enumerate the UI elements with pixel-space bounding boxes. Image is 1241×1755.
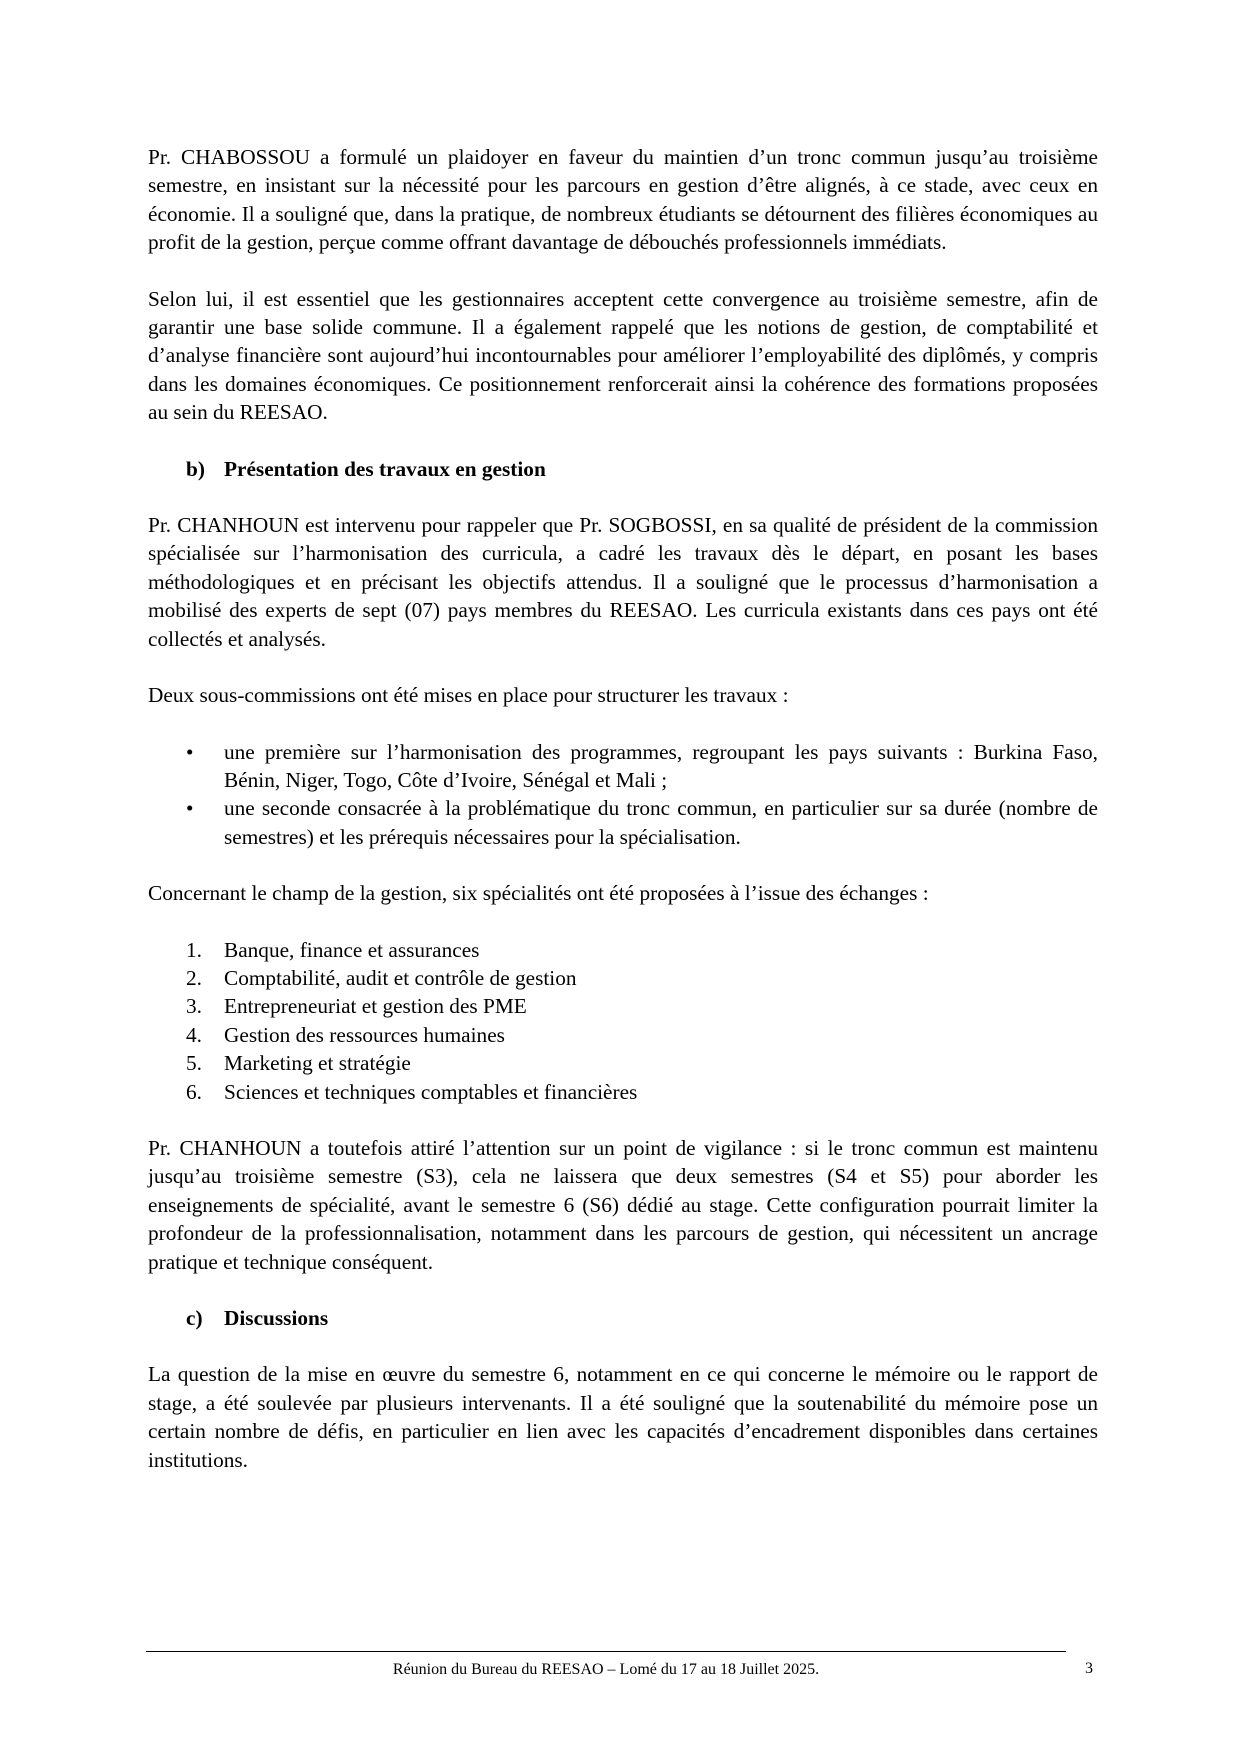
list-item-number: 5. xyxy=(186,1051,202,1076)
sous-commissions-list xyxy=(148,738,1098,852)
document-page xyxy=(148,143,1098,1502)
footer-text: Réunion du Bureau du REESAO – Lomé du 17 au 18 Juillet 2025. xyxy=(392,1661,820,1678)
list-item-text: Marketing et stratégie xyxy=(224,1051,411,1076)
list-item-number: 6. xyxy=(186,1079,202,1104)
paragraph-chabossou-plaidoyer: Pr. CHABOSSOU a formulé un plaidoyer en faveur du maintien d’un tronc commun jusqu’au troisième semestre, en insistant sur la nécessité pour les parcours en gestion d’être alignés, à ce stade, avec ceux en économie. Il a souligné que, dans la pratique, de nombreux étudiants se détournent des filières économiques au profit de la gestion, perçue comme offrant davantage de débouchés professionnels immédiats. xyxy=(148,145,1098,255)
list-item-text: Entrepreneuriat et gestion des PME xyxy=(224,994,527,1019)
bullet-icon: • xyxy=(186,739,194,764)
paragraph-champ-gestion: Concernant le champ de la gestion, six spécialités ont été proposées à l’issue des échanges : xyxy=(148,881,929,906)
footer-divider xyxy=(146,1651,1066,1652)
list-item-text: une seconde consacrée à la problématique du tronc commun, en particulier sur sa durée (nombre de semestres) et les prérequis nécessaires pour la spécialisation. xyxy=(224,796,1098,849)
list-item xyxy=(148,1078,1098,1106)
list-item-text: Comptabilité, audit et contrôle de gestion xyxy=(224,965,577,990)
list-item xyxy=(148,936,1098,964)
list-item-number: 1. xyxy=(186,937,202,962)
paragraph-sous-commissions: Deux sous-commissions ont été mises en place pour structurer les travaux : xyxy=(148,683,789,708)
list-item-number: 3. xyxy=(186,994,202,1019)
section-title-b: Présentation des travaux en gestion xyxy=(224,456,546,481)
bullet-icon: • xyxy=(186,796,194,821)
list-item xyxy=(148,964,1098,992)
specialites-list xyxy=(148,936,1098,1106)
section-letter-c: c) xyxy=(186,1306,203,1330)
list-item-number: 4. xyxy=(186,1022,202,1047)
list-item-text: une première sur l’harmonisation des programmes, regroupant les pays suivants : Burkina Faso, Bénin, Niger, Togo, Côte d’Ivoire, Sénégal et Mali ; xyxy=(224,739,1098,792)
paragraph-selon-lui: Selon lui, il est essentiel que les gestionnaires acceptent cette convergence au troisième semestre, afin de garantir une base solide commune. Il a également rappelé que les notions de gestion, de comptabilité et d’analyse financière sont aujourd’hui incontournables pour améliorer l’employabilité des diplômés, y compris dans les domaines économiques. Ce positionnement renforcerait ainsi la cohérence des formations proposées au sein du REESAO. xyxy=(148,286,1098,425)
list-item xyxy=(148,992,1098,1020)
paragraph-chanhoun-intervention: Pr. CHANHOUN est intervenu pour rappeler que Pr. SOGBOSSI, en sa qualité de président de la commission spécialisée sur l’harmonisation des curricula, a cadré les travaux dès le départ, en posant les bases méthodologiques et en précisant les objectifs attendus. Il a souligné que le processus d’harmonisation a mobilisé des experts de sept (07) pays membres du REESAO. Les curricula existants dans ces pays ont été collectés et analysés. xyxy=(148,513,1098,651)
paragraph-semestre-6: La question de la mise en œuvre du semestre 6, notamment en ce qui concerne le mémoire ou le rapport de stage, a été soulevée par plusieurs intervenants. Il a été souligné que la soutenabilité du mémoire pose un certain nombre de défis, en particulier en lien avec les capacités d’encadrement disponibles dans certaines institutions. xyxy=(148,1362,1098,1472)
section-letter-b: b) xyxy=(186,456,205,481)
list-item-text: Gestion des ressources humaines xyxy=(224,1022,505,1047)
page-number: 3 xyxy=(1085,1660,1093,1677)
section-title-c: Discussions xyxy=(224,1306,329,1330)
paragraph-point-vigilance: Pr. CHANHOUN a toutefois attiré l’attention sur un point de vigilance : si le tronc commun est maintenu jusqu’au troisième semestre (S3), cela ne laissera que deux semestres (S4 et S5) pour aborder les enseignements de spécialité, avant le semestre 6 (S6) dédié au stage. Cette configuration pourrait limiter la profondeur de la professionnalisation, notamment dans les parcours de gestion, qui nécessitent un ancrage pratique et technique conséquent. xyxy=(148,1135,1098,1274)
list-item-number: 2. xyxy=(186,965,202,990)
list-item xyxy=(148,1049,1098,1077)
list-item xyxy=(148,794,1098,851)
list-item-text: Banque, finance et assurances xyxy=(224,937,480,962)
section-heading-b xyxy=(148,455,1098,483)
list-item-text: Sciences et techniques comptables et financières xyxy=(224,1079,638,1104)
section-heading-c xyxy=(148,1304,1098,1332)
list-item xyxy=(148,738,1098,795)
list-item xyxy=(148,1021,1098,1049)
